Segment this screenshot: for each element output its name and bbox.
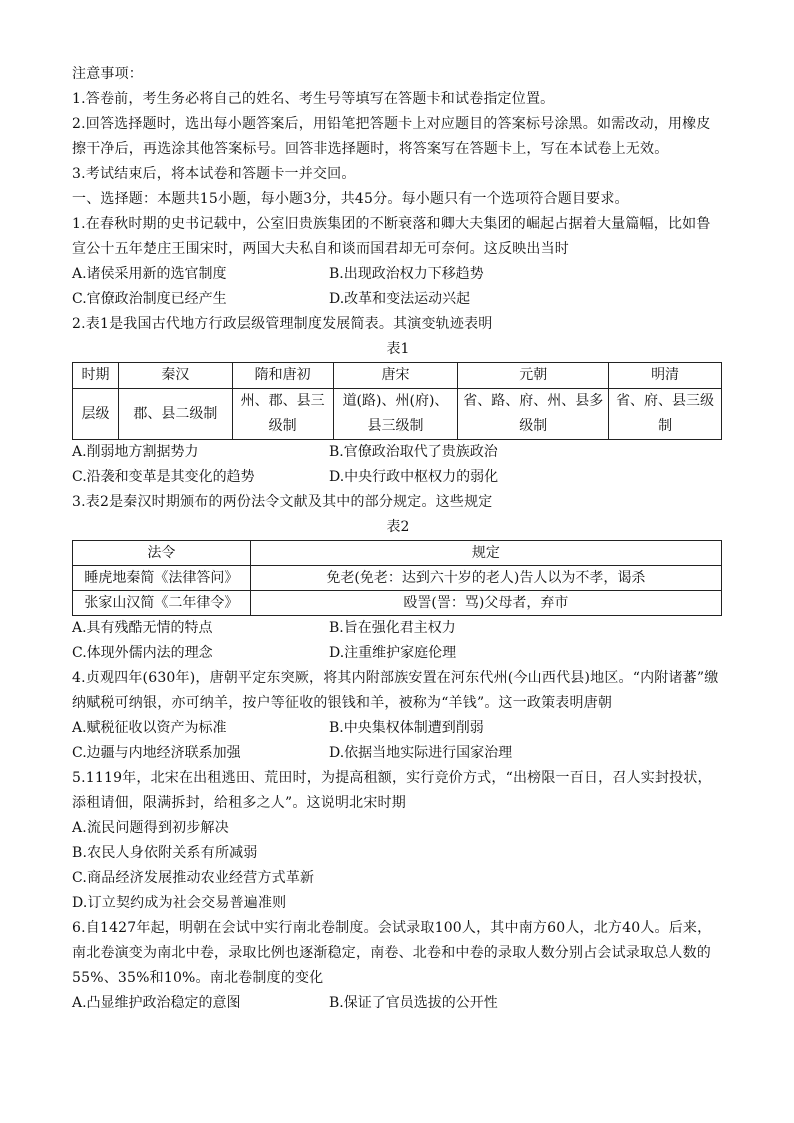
option-d[interactable]: D.依据当地实际进行国家治理 bbox=[329, 745, 513, 761]
table-2 bbox=[72, 540, 722, 616]
table-1-data-row bbox=[73, 389, 722, 440]
table-2-row bbox=[73, 566, 722, 591]
question-2-options-row2 bbox=[72, 465, 724, 490]
table-cell: 省、路、府、州、县多级制 bbox=[458, 389, 609, 440]
table-1 bbox=[72, 362, 722, 440]
option-b[interactable]: B.中央集权体制遭到削弱 bbox=[329, 720, 484, 736]
table-1-caption: 表1 bbox=[386, 341, 410, 357]
exam-page bbox=[72, 62, 724, 1016]
notice-title: 注意事项： bbox=[72, 66, 143, 82]
table-cell: 元朝 bbox=[458, 363, 609, 389]
table-cell: 时期 bbox=[73, 363, 119, 389]
table-cell: 明清 bbox=[609, 363, 722, 389]
option-b[interactable]: B.保证了官员选拔的公开性 bbox=[329, 995, 498, 1011]
table-1-header-row bbox=[73, 363, 722, 389]
option-d[interactable]: D.注重维护家庭伦理 bbox=[329, 645, 457, 661]
question-6-options-row1 bbox=[72, 991, 724, 1016]
option-d[interactable]: D.改革和变法运动兴起 bbox=[329, 291, 471, 307]
table-cell: 道(路)、州(府)、县三级制 bbox=[333, 389, 458, 440]
question-5-stem: 5.1119年，北宋在出租逃田、荒田时，为提高租额，实行竞价方式，“出榜限一百日，召人实封投状，添租请佃，限满拆封，给租多之人”。这说明北宋时期 bbox=[72, 770, 712, 811]
option-c[interactable]: C.边疆与内地经济联系加强 bbox=[72, 745, 241, 761]
notice-item-2: 2.回答选择题时，选出每小题答案后，用铅笔把答题卡上对应题目的答案标号涂黑。如需改动，用橡皮擦干净后，再选涂其他答案标号。回答非选择题时，将答案写在答题卡上，写在本试卷上无效。 bbox=[72, 116, 711, 157]
question-4-options-row1 bbox=[72, 716, 724, 741]
option-a[interactable]: A.削弱地方割据势力 bbox=[72, 444, 199, 460]
option-c[interactable]: C.体现外儒内法的理念 bbox=[72, 645, 213, 661]
option-d[interactable]: D.订立契约成为社会交易普遍准则 bbox=[72, 895, 287, 911]
table-cell: 殴詈(詈：骂)父母者，弃市 bbox=[250, 591, 721, 616]
option-a[interactable]: A.诸侯采用新的选官制度 bbox=[72, 266, 227, 282]
question-2-options-row1 bbox=[72, 440, 724, 465]
table-cell: 州、郡、县三级制 bbox=[232, 389, 333, 440]
question-2-stem: 2.表1是我国古代地方行政层级管理制度发展简表。其演变轨迹表明 bbox=[72, 316, 493, 332]
option-a[interactable]: A.具有残酷无情的特点 bbox=[72, 620, 213, 636]
option-d[interactable]: D.中央行政中枢权力的弱化 bbox=[329, 469, 499, 485]
question-3-options-row1 bbox=[72, 616, 724, 641]
option-a[interactable]: A.赋税征收以资产为标准 bbox=[72, 720, 227, 736]
option-b[interactable]: B.出现政治权力下移趋势 bbox=[329, 266, 484, 282]
table-2-header-row bbox=[73, 541, 722, 566]
question-4-stem: 4.贞观四年(630年)，唐朝平定东突厥，将其内附部族安置在河东代州(今山西代县)地区。“内附诸蕃”缴纳赋税可纳银，亦可纳羊，按户等征收的银钱和羊，被称为“羊钱”。这一政策表明唐朝 bbox=[72, 670, 719, 711]
table-cell: 睡虎地秦简《法律答问》 bbox=[73, 566, 251, 591]
question-6-stem: 6.自1427年起，明朝在会试中实行南北卷制度。会试录取100人，其中南方60人，北方40人。后来，南北卷演变为南北中卷，录取比例也逐渐稳定，南卷、北卷和中卷的录取人数分别占会试录取总人数的55%、35%和10%。南北卷制度的变化 bbox=[72, 920, 712, 986]
question-1-stem: 1.在春秋时期的史书记载中，公室旧贵族集团的不断衰落和卿大夫集团的崛起占据着大量篇幅，比如鲁宣公十五年楚庄王围宋时，两国大夫私自和谈而国君却无可奈何。这反映出当时 bbox=[72, 216, 711, 257]
section-heading: 一、选择题：本题共15小题，每小题3分，共45分。每小题只有一个选项符合题目要求。 bbox=[72, 191, 629, 207]
table-cell: 张家山汉简《二年律令》 bbox=[73, 591, 251, 616]
table-cell: 唐宋 bbox=[333, 363, 458, 389]
notice-item-1: 1.答卷前，考生务必将自己的姓名、考生号等填写在答题卡和试卷指定位置。 bbox=[72, 91, 555, 107]
table-cell: 秦汉 bbox=[118, 363, 232, 389]
table-cell: 规定 bbox=[250, 541, 721, 566]
table-2-row bbox=[73, 591, 722, 616]
option-b[interactable]: B.旨在强化君主权力 bbox=[329, 620, 456, 636]
table-cell: 法令 bbox=[73, 541, 251, 566]
option-c[interactable]: C.沿袭和变革是其变化的趋势 bbox=[72, 469, 255, 485]
option-c[interactable]: C.商品经济发展推动农业经营方式革新 bbox=[72, 870, 315, 886]
option-b[interactable]: B.官僚政治取代了贵族政治 bbox=[329, 444, 498, 460]
table-cell: 免老(免老：达到六十岁的老人)告人以为不孝，谒杀 bbox=[250, 566, 721, 591]
table-cell: 郡、县二级制 bbox=[118, 389, 232, 440]
table-cell: 隋和唐初 bbox=[232, 363, 333, 389]
option-a[interactable]: A.流民问题得到初步解决 bbox=[72, 820, 229, 836]
table-cell: 省、府、县三级制 bbox=[609, 389, 722, 440]
option-c[interactable]: C.官僚政治制度已经产生 bbox=[72, 291, 227, 307]
question-3-stem: 3.表2是秦汉时期颁布的两份法令文献及其中的部分规定。这些规定 bbox=[72, 494, 493, 510]
question-1-options-row1 bbox=[72, 262, 724, 287]
question-4-options-row2 bbox=[72, 741, 724, 766]
question-1-options-row2 bbox=[72, 287, 724, 312]
table-cell: 层级 bbox=[73, 389, 119, 440]
option-b[interactable]: B.农民人身依附关系有所减弱 bbox=[72, 845, 258, 861]
table-2-caption: 表2 bbox=[386, 519, 410, 535]
option-a[interactable]: A.凸显维护政治稳定的意图 bbox=[72, 995, 241, 1011]
question-3-options-row2 bbox=[72, 641, 724, 666]
notice-item-3: 3.考试结束后，将本试卷和答题卡一并交回。 bbox=[72, 166, 356, 182]
